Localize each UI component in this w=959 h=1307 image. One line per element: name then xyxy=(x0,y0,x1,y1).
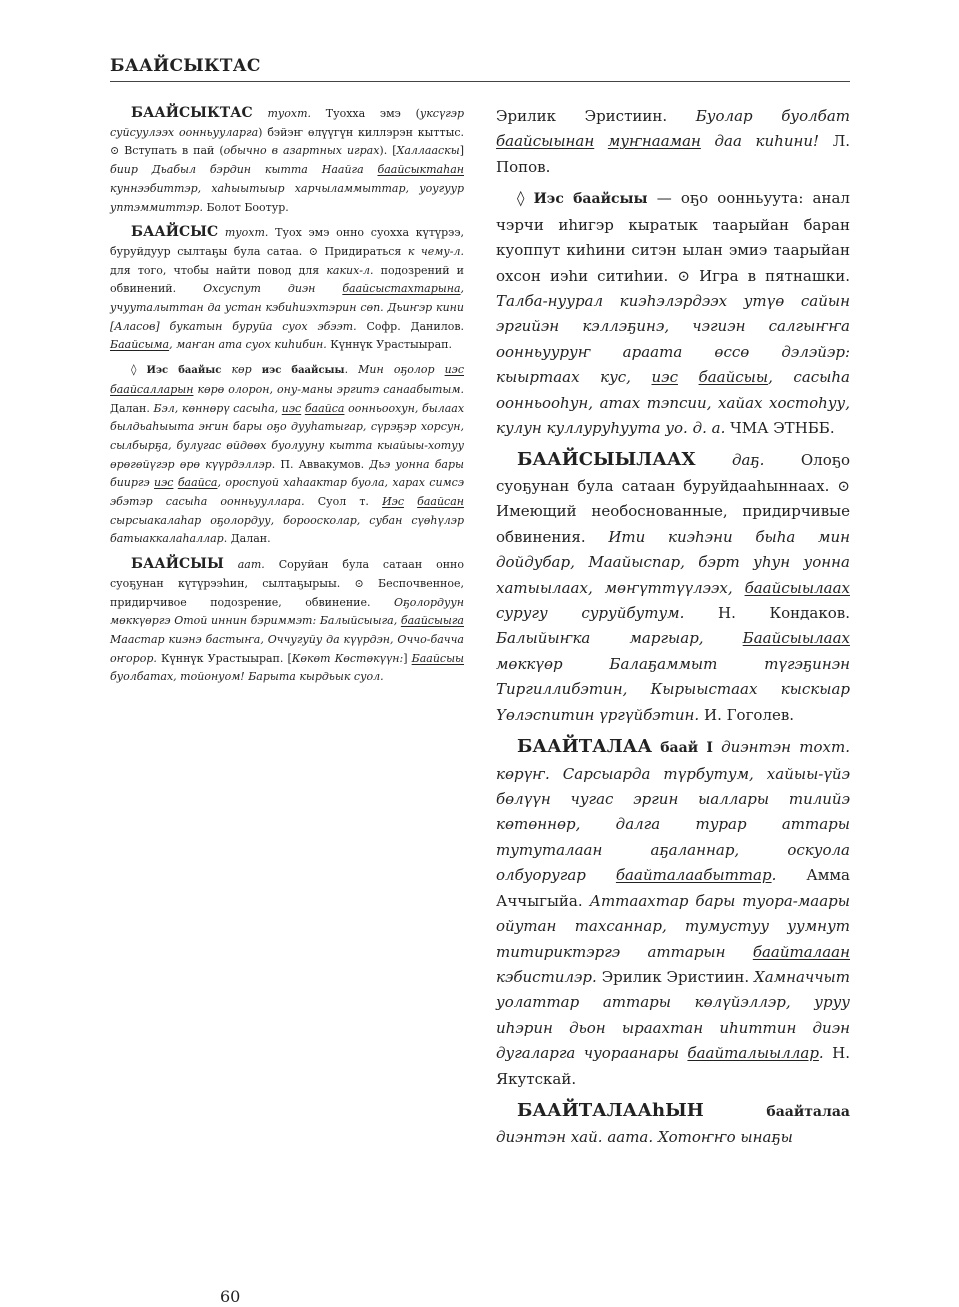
citation-author: И. Гоголев. xyxy=(703,705,795,724)
entry-baaitalaahyn: БААЙТАЛААhЫН баайталаа диэнтэн хай. аата. Хотоҥҥо ынаҕы xyxy=(496,1100,850,1147)
citation-author: Эрилик Эристиин. xyxy=(601,967,750,986)
citation-author: Софр. Данилов. xyxy=(366,319,465,333)
headword: БААЙТАЛААhЫН xyxy=(517,1100,704,1122)
circle-dot-icon: ⊙ xyxy=(110,144,120,158)
page-number: 60 xyxy=(220,1287,241,1306)
headword: БААЙСЫС xyxy=(131,224,219,241)
headword: БААЙСЫЫ xyxy=(131,556,224,573)
part-of-speech: даҕ. xyxy=(731,451,765,470)
citation-author: Н. Якутскай. xyxy=(496,1044,850,1088)
citation-author: Суол т. xyxy=(317,495,369,509)
entry-baaisyy: БААЙСЫЫ аат. Соруйан була сатаан онно суоҕунан күтүрээhин, сылтаҕырыы. ⊙ Беспочвенное, придирчивое подозрение, обвинение. Оҕолордуун мөккүөргэ Отой иннин бэриммэт: Балыйсыыга, баайсыыга Маастар киэнэ бастыҥа, Оччугуйу да күүрдэн, Оччо-бачча оҥорор. Күннүк Урастыырап. [Көкөт Көстөкүүн:] Баайсыы буолбатах, тойонуом! Барыта кырдьык суол. xyxy=(110,556,465,684)
citation-author: Күннүк Урастыырап. xyxy=(330,338,452,352)
entry-baaisyylaakh: БААЙСЫЫЛААХ даҕ. Олоҕо суоҕунан була сатаан буруйдааhыннаах. ⊙ Имеющий необоснованные, придирчивые обвинения. Ити киэhэни быhа мин дойдубар, Маайыспар, бэрт уhун уонна хатыылаах, мөҥүттүүлээх, баайсыылаах суругу суруйбутум. Н. Кондаков. Балыйыҥка маргыар, Баайсыылаах мөккүөр Балаҕаммыт түгэҕинэн Тиргиллибэтин, Кырыыстаах кыскыар Үөлэспитин үргүйбэтин. И. Гоголев. xyxy=(496,449,850,724)
part-of-speech: аат. xyxy=(237,558,265,572)
citation-author: Далан. xyxy=(230,532,271,546)
circle-dot-icon: ⊙ xyxy=(354,576,364,590)
diamond-icon: ◊ xyxy=(517,189,525,208)
citation-author: Далан. xyxy=(110,401,150,415)
circle-dot-icon: ⊙ xyxy=(837,476,850,495)
headword: БААЙСЫКТАС xyxy=(131,105,253,121)
citation-author: ЧМА ЭТНББ. xyxy=(730,419,835,438)
citation-author: П. Аввакумов. xyxy=(280,457,365,471)
citation-author: Л. Попов. xyxy=(496,132,850,176)
entry-baaisyy-continued: Эрилик Эристиин. Буолар буолбат баайсыынан муҥнааман даа киhини! Л. Попов. xyxy=(496,107,850,176)
diamond-icon: ◊ xyxy=(131,363,137,377)
headword: БААЙТАЛАА xyxy=(517,736,652,758)
circle-dot-icon: ⊙ xyxy=(308,244,319,258)
part-of-speech: туохт. xyxy=(224,226,269,240)
header-rule xyxy=(110,81,850,82)
part-of-speech: туохт. xyxy=(267,107,312,120)
left-column xyxy=(110,104,465,1306)
phrase-ies-baaiys: ◊ Иэс баайыс көр иэс баайсыы. Мин оҕолор иэс баайсалларын көрө олорон, ону-маны эргитэ санаабытым. Далан. Бэл, көннөрү сасыhа, иэс баайса оонньоохун, былаах былдьаhыыта эҥин бары оҕо дууhатыгар, сүрэҕэр хорсун, сылбырҕа, булугас өйдөөх буолууну кытта кыайыы-хотуу өрөгөйүгэр өрө күүрдэллэр. П. Аввакумов. Дьэ уонна бары бииргэ иэс баайса, ороспуой хаhаактар буола, харах симсэ эбэтэр сасыhа оонньууллара. Суол т. Иэс баайсан сырсыакалаhар оҕолордуу, бороосколар, субан сүөhүлэр батыаккалаhаллар. Далан. xyxy=(110,363,465,546)
citation-author: Эрилик Эристиин. xyxy=(496,107,668,125)
entry-baaisys: БААЙСЫС туохт. Туох эмэ онно суохха күтүрээ, буруйдуур сылтаҕы була сатаа. ⊙ Придираться к чему-л. для того, чтобы найти повод для каких-л. подозрений и обвинений. Охсуспут диэн баайсыстахтарына, учууталыттан да устан кэбиhиэхтэрин сөп. Дьиҥэр кини [Аласов] букатын буруйа суох эбээт. Софр. Данилов. Баайсыма, маҥан ата суох киhибин. Күннүк Урастыырап. xyxy=(110,224,465,352)
phrase-ies-baaisyy: ◊ Иэс баайсыы — оҕо оонньуута: анал чэрчи иhигэр кыратык таарыйан баран куоппут киhини ситэн ылан эмиэ таарыйан охсон иэhи ситиhии. ⊙ Игра в пятнашки. Талба-нуурал киэhэлэрдээх утүө сайын эргийэн кэллэҕинэ, чэгиэн салгыҥҥа оонньууруҥ араата өссө дэлэйэр: кыыртаах кус, иэс баайсыы, сасыhа оонньооhун, атах тэпсии, хайах хостоhуу, кулун куллуруhуута уо. д. а. ЧМА ЭТНББ. xyxy=(496,189,850,438)
headword: БААЙСЫЫЛААХ xyxy=(517,449,696,471)
citation-author: Болот Боотур. xyxy=(206,200,289,214)
entry-baaisyktas: БААЙСЫКТАС туохт. Туохха эмэ (уксүгэр суйсуулээх оонньууларга) бэйэҥ өлүүгүн киллэрэн кыттыс. ⊙ Вступать в пай (обычно в азартных играх). [Халлааскы] биир Дьабыл бэрдин кытта Наайга баайсыктаhан куннээбиттэр, хаhыытыыр харчыламмыттар, уоугуур уптэммиттэр. Болот Боотур. xyxy=(110,105,465,214)
running-head: БААЙСЫКТАС xyxy=(110,56,261,76)
entry-baaitalaa: БААЙТАЛАА баай I диэнтэн тохт. көрүҥ. Сарсыарда түрбутум, хайыы-үйэ бөлүүн чугас эргин ыаллары тилийэ көтөннөр, далга турар аттары тутуталаан аҕаланнар, оскуола олбуоругар баайталаабыттар. Амма Аччыгыйа. Аттаахтар бары туора-маары ойутан тахсаннар, тумустуу уумнут титириктэргэ аттарын баайталаан кэбистилэр. Эрилик Эристиин. Хамначчыт уолаттар аттары көлүйэллэр, уруу иhэрин дьон ыраахтан иhиттин диэн дугаларга чуораанары баайталыыллар. Н. Якутскай. xyxy=(496,736,850,1088)
citation-author: Н. Кондаков. xyxy=(718,604,850,623)
citation-author: Амма Аччыгыйа. xyxy=(496,866,850,910)
right-column xyxy=(496,104,850,1157)
circle-dot-icon: ⊙ xyxy=(677,266,690,285)
citation-author: Күннүк Урастыырап. xyxy=(161,651,284,665)
